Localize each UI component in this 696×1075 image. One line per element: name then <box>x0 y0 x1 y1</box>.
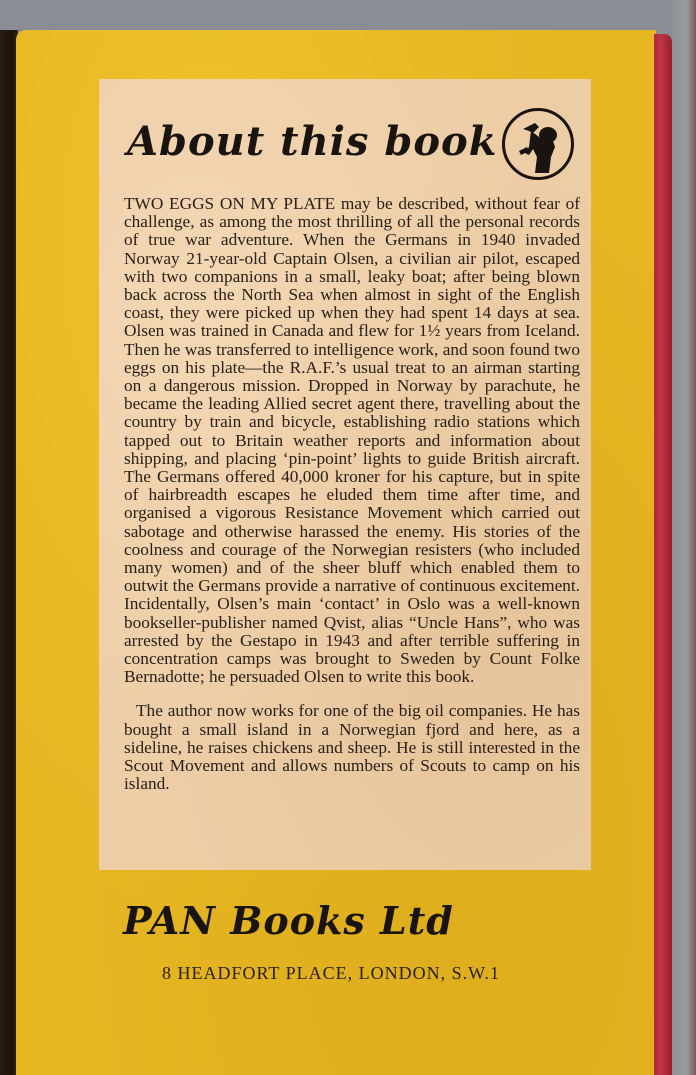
blurb-paragraph-1: TWO EGGS ON MY PLATE may be described, without fear of challenge, as among the most thrilling of all the personal records of true war adventure. When the Germans in 1940 invaded Norway 21-year-old Captain Olsen, a civilian air pilot, escaped with two companions in a small, leaky boat; after being blown back across the North Sea when almost in sight of the English coast, they were picked up when they had spent 14 days at sea. Olsen was trained in Canada and flew for 1½ years from Iceland. Then he was transferred to intelligence work, and soon found two eggs on his plate—the R.A.F.’s usual treat to an airman starting on a dangerous mission. Dropped in Norway by parachute, he became the leading Allied secret agent there, travelling about the country by train and bicycle, establishing radio stations which tapped out to Britain weather reports and information about shipping, and placing ‘pin-point’ lights to guide British aircraft. The Germans offered 40,000 kroner for his capture, but in spite of hairbreadth escapes he eluded them time after time, and organised a vigorous Resistance Movement which carried out sabotage and otherwise harassed the enemy. His stories of the coolness and courage of the Norwegian resisters (who included many women) and of the sheer bluff which enabled them to outwit the Germans provide a narrative of continuous excitement. Incidentally, Olsen’s main ‘contact’ in Oslo was a well-known bookseller-publisher named Qvist, alias “Uncle Hans”, who was arrested by the Gestapo in 1943 and after terrible suffering in concentration camps was brought to Sweden by Count Folke Bernadotte; he persuaded Olsen to write this book. <box>124 194 580 687</box>
red-page-edge <box>654 34 672 1075</box>
blurb-text <box>124 195 580 794</box>
background-right <box>672 0 696 1075</box>
publisher-address: 8 HEADFORT PLACE, LONDON, S.W.1 <box>162 963 500 983</box>
publisher-name: PAN Books Ltd <box>123 898 454 943</box>
pan-logo-svg <box>505 111 571 177</box>
blurb-heading: About this book <box>127 118 498 165</box>
pan-piper-silhouette-icon <box>502 108 574 180</box>
blurb-paragraph-2: The author now works for one of the big oil companies. He has bought a small island in a Norwegian fjord and here, as a sideline, he raises chickens and sheep. He is still interested in the Scout Movement and allows numbers of Scouts to camp on his island. <box>124 701 580 794</box>
